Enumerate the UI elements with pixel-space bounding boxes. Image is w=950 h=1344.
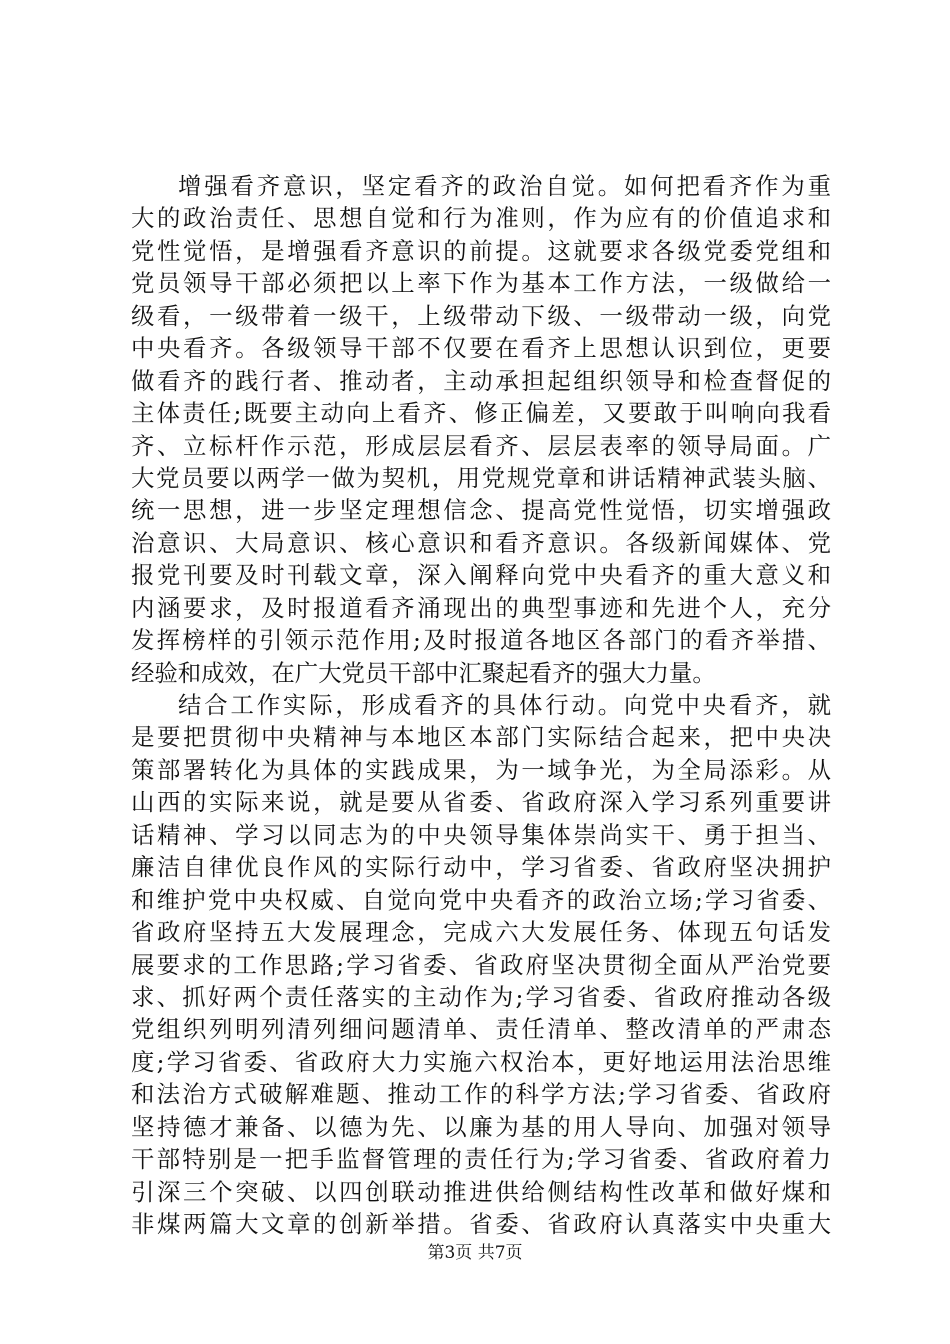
text-line: 增强看齐意识，坚定看齐的政治自觉。如何把看齐作为重 (178, 172, 831, 200)
text-line: 干部特别是一把手监督管理的责任行为;学习省委、省政府着力 (131, 1145, 831, 1174)
text-line: 求、抓好两个责任落实的主动作为;学习省委、省政府推动各级 (131, 982, 831, 1011)
text-line: 引深三个突破、以四创联动推进供给侧结构性改革和做好煤和 (131, 1177, 831, 1206)
text-line: 和法治方式破解难题、推动工作的科学方法;学习省委、省政府 (131, 1080, 831, 1109)
text-line: 报党刊要及时刊载文章，深入阐释向党中央看齐的重大意义和 (131, 561, 831, 590)
text-line: 党性觉悟，是增强看齐意识的前提。这就要求各级党委党组和 (131, 236, 831, 265)
text-line: 内涵要求，及时报道看齐涌现出的典型事迹和先进个人，充分 (131, 593, 831, 622)
text-line: 策部署转化为具体的实践成果，为一域争光，为全局添彩。从 (131, 755, 831, 784)
text-line: 省政府坚持五大发展理念，完成六大发展任务、体现五句话发 (131, 918, 831, 947)
text-line: 展要求的工作思路;学习省委、省政府坚决贯彻全面从严治党要 (131, 950, 831, 979)
text-line: 大党员要以两学一做为契机，用党规党章和讲话精神武装头脑、 (131, 463, 831, 492)
text-line: 主体责任;既要主动向上看齐、修正偏差，又要敢于叫响向我看 (131, 399, 831, 428)
text-line: 齐、立标杆作示范，形成层层看齐、层层表率的领导局面。广 (131, 431, 831, 460)
text-line: 发挥榜样的引领示范作用;及时报道各地区各部门的看齐举措、 (131, 626, 831, 655)
text-line: 经验和成效，在广大党员干部中汇聚起看齐的强大力量。 (131, 658, 716, 687)
text-line: 党组织列明列清列细问题清单、责任清单、整改清单的严肃态 (131, 1015, 831, 1044)
text-line: 度;学习省委、省政府大力实施六权治本，更好地运用法治思维 (131, 1047, 831, 1076)
text-line: 中央看齐。各级领导干部不仅要在看齐上思想认识到位，更要 (131, 334, 831, 363)
text-line: 党员领导干部必须把以上率下作为基本工作方法，一级做给一 (131, 269, 831, 298)
paragraph-1 (131, 170, 831, 689)
text-line: 和维护党中央权威、自觉向党中央看齐的政治立场;学习省委、 (131, 885, 831, 914)
text-line: 是要把贯彻中央精神与本地区本部门实际结合起来，把中央决 (131, 723, 831, 752)
text-line: 山西的实际来说，就是要从省委、省政府深入学习系列重要讲 (131, 788, 831, 817)
paragraph-2 (131, 689, 831, 1240)
text-line: 坚持德才兼备、以德为先、以廉为基的用人导向、加强对领导 (131, 1112, 831, 1141)
text-line: 大的政治责任、思想自觉和行为准则，作为应有的价值追求和 (131, 204, 831, 233)
text-line: 结合工作实际，形成看齐的具体行动。向党中央看齐，就 (178, 691, 831, 719)
text-line: 非煤两篇大文章的创新举措。省委、省政府认真落实中央重大 (131, 1210, 831, 1238)
text-line: 治意识、大局意识、核心意识和看齐意识。各级新闻媒体、党 (131, 528, 831, 557)
text-line: 话精神、学习以同志为的中央领导集体崇尚实干、勇于担当、 (131, 820, 831, 849)
text-line: 廉洁自律优良作风的实际行动中，学习省委、省政府坚决拥护 (131, 853, 831, 882)
text-line: 级看，一级带着一级干，上级带动下级、一级带动一级，向党 (131, 301, 831, 330)
document-body (131, 170, 831, 1240)
text-line: 做看齐的践行者、推动者，主动承担起组织领导和检查督促的 (131, 366, 831, 395)
text-line: 统一思想，进一步坚定理想信念、提高党性觉悟，切实增强政 (131, 496, 831, 525)
page-number-footer: 第3页 共7页 (427, 1243, 523, 1263)
